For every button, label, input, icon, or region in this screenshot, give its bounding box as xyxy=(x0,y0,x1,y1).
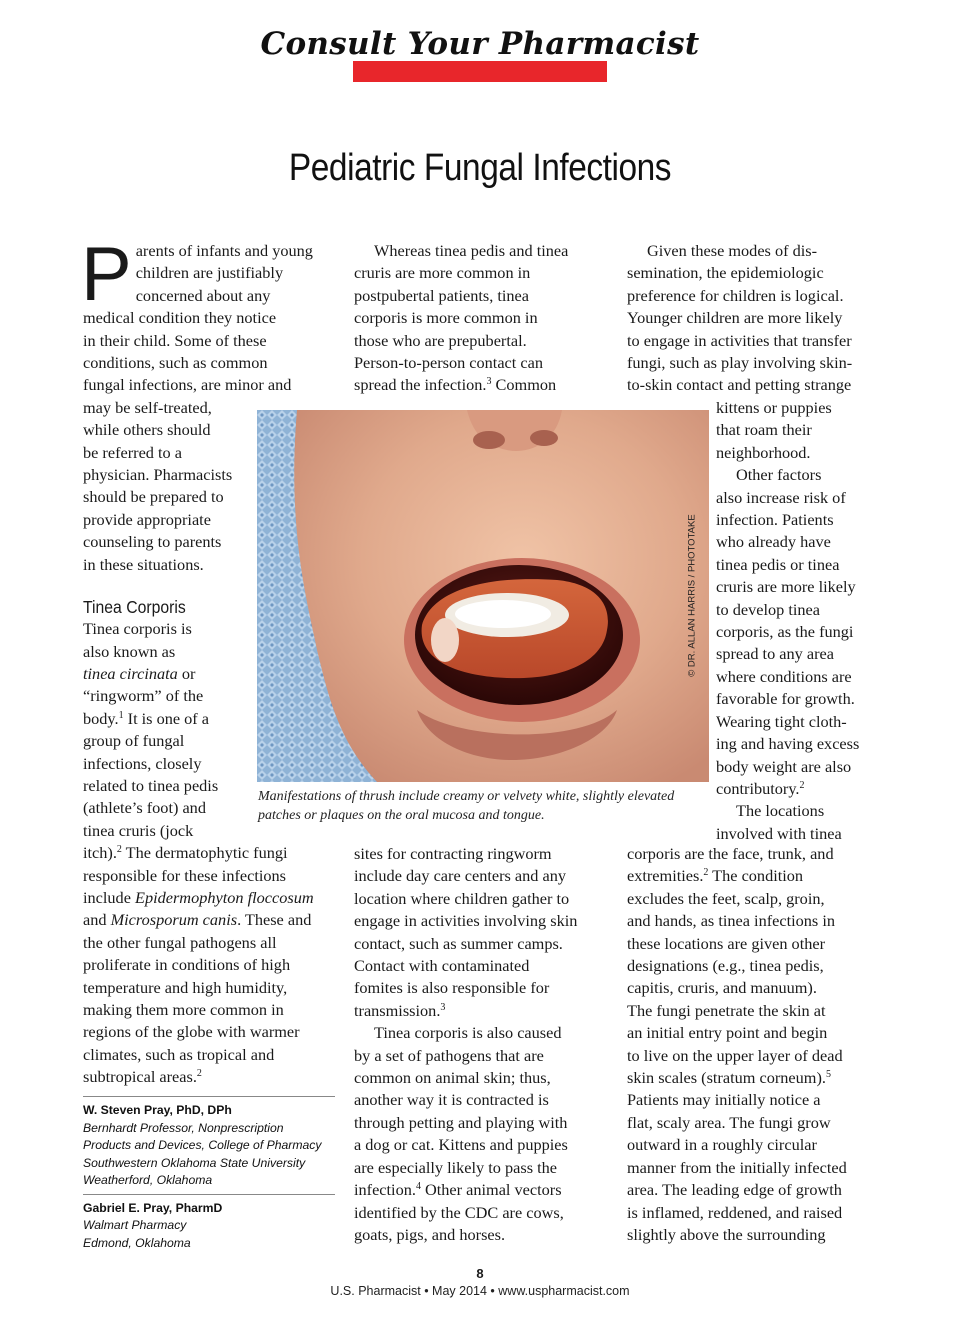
text-line: excludes the feet, scalp, groin, xyxy=(627,888,825,908)
citation: 3 xyxy=(440,1001,446,1013)
column-3-top xyxy=(627,240,879,397)
text-line: also increase risk of xyxy=(716,487,846,507)
text-line: should be prepared to xyxy=(83,487,224,507)
section-heading: Tinea Corporis xyxy=(83,597,186,618)
citation: 2 xyxy=(116,844,122,856)
text-line: infections, closely xyxy=(83,753,202,773)
intro-line: concerned about any xyxy=(135,285,271,305)
species-term: Epidermophyton floccosum xyxy=(135,887,314,907)
text-line: climates, such as tropical and xyxy=(83,1044,275,1064)
caption-line: patches or plaques on the oral mucosa and tongue. xyxy=(258,808,545,823)
text-line: conditions, such as common xyxy=(83,353,268,373)
text-line: preference for children is logical. xyxy=(627,285,844,305)
text-line: tinea cruris (jock xyxy=(83,820,194,840)
citation: 1 xyxy=(118,709,124,721)
text-line: through petting and playing with xyxy=(354,1112,568,1132)
column-2-bottom xyxy=(354,843,606,1246)
text-line: engage in activities involving skin xyxy=(354,911,578,931)
text-line: spread to any area xyxy=(716,644,834,664)
text-line: is inflamed, reddened, and raised xyxy=(627,1202,843,1222)
text-line: infection.$^4$ Other animal vectors xyxy=(354,1180,562,1200)
text-line: include Epidermophyton floccosum xyxy=(83,887,314,907)
text-line: goats, pigs, and horses. xyxy=(354,1224,506,1244)
text-line: neighborhood. xyxy=(716,442,811,462)
text-line: tinea circinata or xyxy=(83,663,196,683)
text-line: proliferate in conditions of high xyxy=(83,955,291,975)
column-3-bottom xyxy=(627,843,879,1246)
thrush-photo xyxy=(257,410,709,782)
author-affiliation: Southwestern Oklahoma State University xyxy=(83,1155,306,1170)
author-affiliation: Walmart Pharmacy xyxy=(83,1218,187,1232)
text-line: in their child. Some of these xyxy=(83,330,267,350)
text-line: skin scales (stratum corneum).$^5$ xyxy=(627,1068,831,1088)
text-line: by a set of pathogens that are xyxy=(354,1045,544,1065)
photo-illustration xyxy=(257,410,709,782)
text-line: temperature and high humidity, xyxy=(83,977,288,997)
text-line: infection. Patients xyxy=(716,510,834,530)
text-line: Whereas tinea pedis and tinea xyxy=(374,241,569,260)
author-affiliation: Bernhardt Professor, Nonprescription xyxy=(83,1120,284,1135)
text-line: corporis are the face, trunk, and xyxy=(627,844,834,863)
photo-credit-box xyxy=(682,430,704,775)
text-line: “ringworm” of the xyxy=(83,686,204,706)
text-line: responsible for these infections xyxy=(83,865,287,885)
text-line: to live on the upper layer of dead xyxy=(627,1045,843,1065)
text-line: those who are prepubertal. xyxy=(354,330,527,350)
text-line: contact, such as summer camps. xyxy=(354,933,563,953)
page-title: Pediatric Fungal Infections xyxy=(288,147,672,189)
text-line: and hands, as tinea infections in xyxy=(627,911,835,931)
text-line: an initial entry point and begin xyxy=(627,1023,828,1043)
divider xyxy=(83,1194,335,1195)
author-name: Gabriel E. Pray, PharmD xyxy=(83,1200,223,1215)
text-line: Contact with contaminated xyxy=(354,956,530,976)
text-line: favorable for growth. xyxy=(716,689,855,709)
citation: 3 xyxy=(486,376,492,388)
text-line: and Microsporum canis. These and xyxy=(83,910,312,930)
text-line: capitis, cruris, and manuum). xyxy=(627,978,817,998)
author-affiliation: Products and Devices, College of Pharmacy xyxy=(83,1138,322,1152)
text-line: transmission.$^3$ xyxy=(354,1000,446,1020)
photo-credit: © DR. ALLAN HARRIS / PHOTOTAKE xyxy=(686,514,698,677)
photo-caption xyxy=(258,787,708,825)
text-line: body.$^1$ It is one of a xyxy=(83,708,210,728)
text-line: flat, scaly area. The fungi grow xyxy=(627,1112,831,1132)
citation: 4 xyxy=(415,1181,421,1193)
text-line: are especially likely to pass the xyxy=(354,1157,557,1177)
text-line: a dog or cat. Kittens and puppies xyxy=(354,1135,568,1155)
text-line: Person-to-person contact can xyxy=(354,353,543,373)
text-line: physician. Pharmacists xyxy=(83,465,233,485)
text-line: to engage in activities that transfer xyxy=(627,330,852,350)
text-line: identified by the CDC are cows, xyxy=(354,1202,564,1222)
text-line: cruris are more likely xyxy=(716,577,856,597)
text-line: fungi, such as play involving skin- xyxy=(627,353,853,373)
text-line: provide appropriate xyxy=(83,509,211,529)
text-line: also known as xyxy=(83,641,176,661)
author-affiliation: Edmond, Oklahoma xyxy=(83,1235,191,1250)
text-line: Wearing tight cloth- xyxy=(716,711,847,731)
text-line: another way it is contracted is xyxy=(354,1090,549,1110)
text-line: group of fungal xyxy=(83,731,185,751)
column-2-top xyxy=(354,240,606,397)
text-line: contributory.$^2$ xyxy=(716,778,805,798)
divider xyxy=(83,1096,335,1097)
page-number: 8 xyxy=(476,1266,484,1281)
text-line: be referred to a xyxy=(83,442,182,462)
text-line: in these situations. xyxy=(83,554,204,574)
text-line: outward in a roughly circular xyxy=(627,1135,817,1155)
text-line: to-skin contact and petting strange xyxy=(627,375,852,395)
text-line: postpubertal patients, tinea xyxy=(354,285,529,305)
species-term: tinea circinata xyxy=(83,663,178,683)
text-line: itch).$^2$ The dermatophytic fungi xyxy=(83,843,288,863)
author-name: W. Steven Pray, PhD, DPh xyxy=(83,1103,232,1117)
text-line: common on animal skin; thus, xyxy=(354,1068,551,1088)
author-affiliation: Weatherford, Oklahoma xyxy=(83,1173,213,1187)
text-line: ing and having excess xyxy=(716,734,860,754)
text-line: where conditions are xyxy=(716,666,852,686)
text-line: making them more common in xyxy=(83,1000,284,1019)
text-line: location where children gather to xyxy=(354,888,570,908)
text-line: these locations are given other xyxy=(627,933,826,953)
text-line: who already have xyxy=(716,532,831,552)
citation: 2 xyxy=(196,1068,202,1080)
text-line: corporis is more common in xyxy=(354,308,538,328)
author-block xyxy=(83,1096,335,1252)
text-line: Given these modes of dis- xyxy=(647,241,818,260)
citation: 5 xyxy=(825,1069,831,1081)
drop-cap: P xyxy=(81,232,132,317)
text-line: kittens or puppies xyxy=(716,398,832,417)
text-line: The fungi penetrate the skin at xyxy=(627,1000,826,1020)
intro-line: arents of infants and young xyxy=(135,241,313,260)
masthead: Consult Your Pharmacist xyxy=(260,26,700,62)
text-line: semination, the epidemiologic xyxy=(627,263,824,283)
column-3-narrow xyxy=(716,397,881,845)
text-line: area. The leading edge of growth xyxy=(627,1180,842,1200)
text-line: extremities.$^2$ The condition xyxy=(627,866,804,886)
caption-line: Manifestations of thrush include creamy or velvety white, slightly elevated xyxy=(258,789,675,804)
text-line: designations (e.g., tinea pedis, xyxy=(627,956,824,976)
text-line: corporis, as the fungi xyxy=(716,622,854,642)
text-line: manner from the initially infected xyxy=(627,1157,847,1177)
text-line: that roam their xyxy=(716,420,812,440)
text-line: The locations xyxy=(736,801,825,821)
intro-line: children are justifiably xyxy=(135,263,284,283)
text-line: include day care centers and any xyxy=(354,866,566,886)
text-line: spread the infection.$^3$ Common xyxy=(354,375,557,395)
text-line: tinea pedis or tinea xyxy=(716,554,840,574)
text-line: Other factors xyxy=(736,465,822,485)
species-term: Microsporum canis xyxy=(110,910,238,930)
text-line: Younger children are more likely xyxy=(627,308,843,328)
text-line: fungal infections, are minor and xyxy=(83,375,292,395)
text-line: while others should xyxy=(83,420,211,440)
text-line: may be self-treated, xyxy=(83,397,212,417)
text-line: Tinea corporis is also caused xyxy=(374,1023,562,1043)
text-line: counseling to parents xyxy=(83,532,222,552)
page-footer: U.S. Pharmacist • May 2014 • www.uspharmacist.com xyxy=(330,1284,630,1298)
citation: 2 xyxy=(799,779,805,791)
text-line: medical condition they notice xyxy=(83,308,277,328)
text-line: the other fungal pathogens all xyxy=(83,932,277,952)
text-line: subtropical areas.$^2$ xyxy=(83,1067,202,1087)
text-line: body weight are also xyxy=(716,756,852,776)
text-line: sites for contracting ringworm xyxy=(354,844,552,863)
text-line: to develop tinea xyxy=(716,599,820,619)
citation: 2 xyxy=(703,867,709,879)
text-line: slightly above the surrounding xyxy=(627,1224,826,1244)
text-line: (athlete’s foot) and xyxy=(83,798,206,818)
text-line: related to tinea pedis xyxy=(83,775,219,795)
text-line: Patients may initially notice a xyxy=(627,1090,821,1110)
text-line: cruris are more common in xyxy=(354,263,531,283)
text-line: fomites is also responsible for xyxy=(354,978,550,998)
text-line: regions of the globe with warmer xyxy=(83,1022,300,1042)
text-line: involved with tinea xyxy=(716,823,842,843)
masthead-accent-bar xyxy=(353,61,607,82)
text-line: Tinea corporis is xyxy=(83,619,192,639)
